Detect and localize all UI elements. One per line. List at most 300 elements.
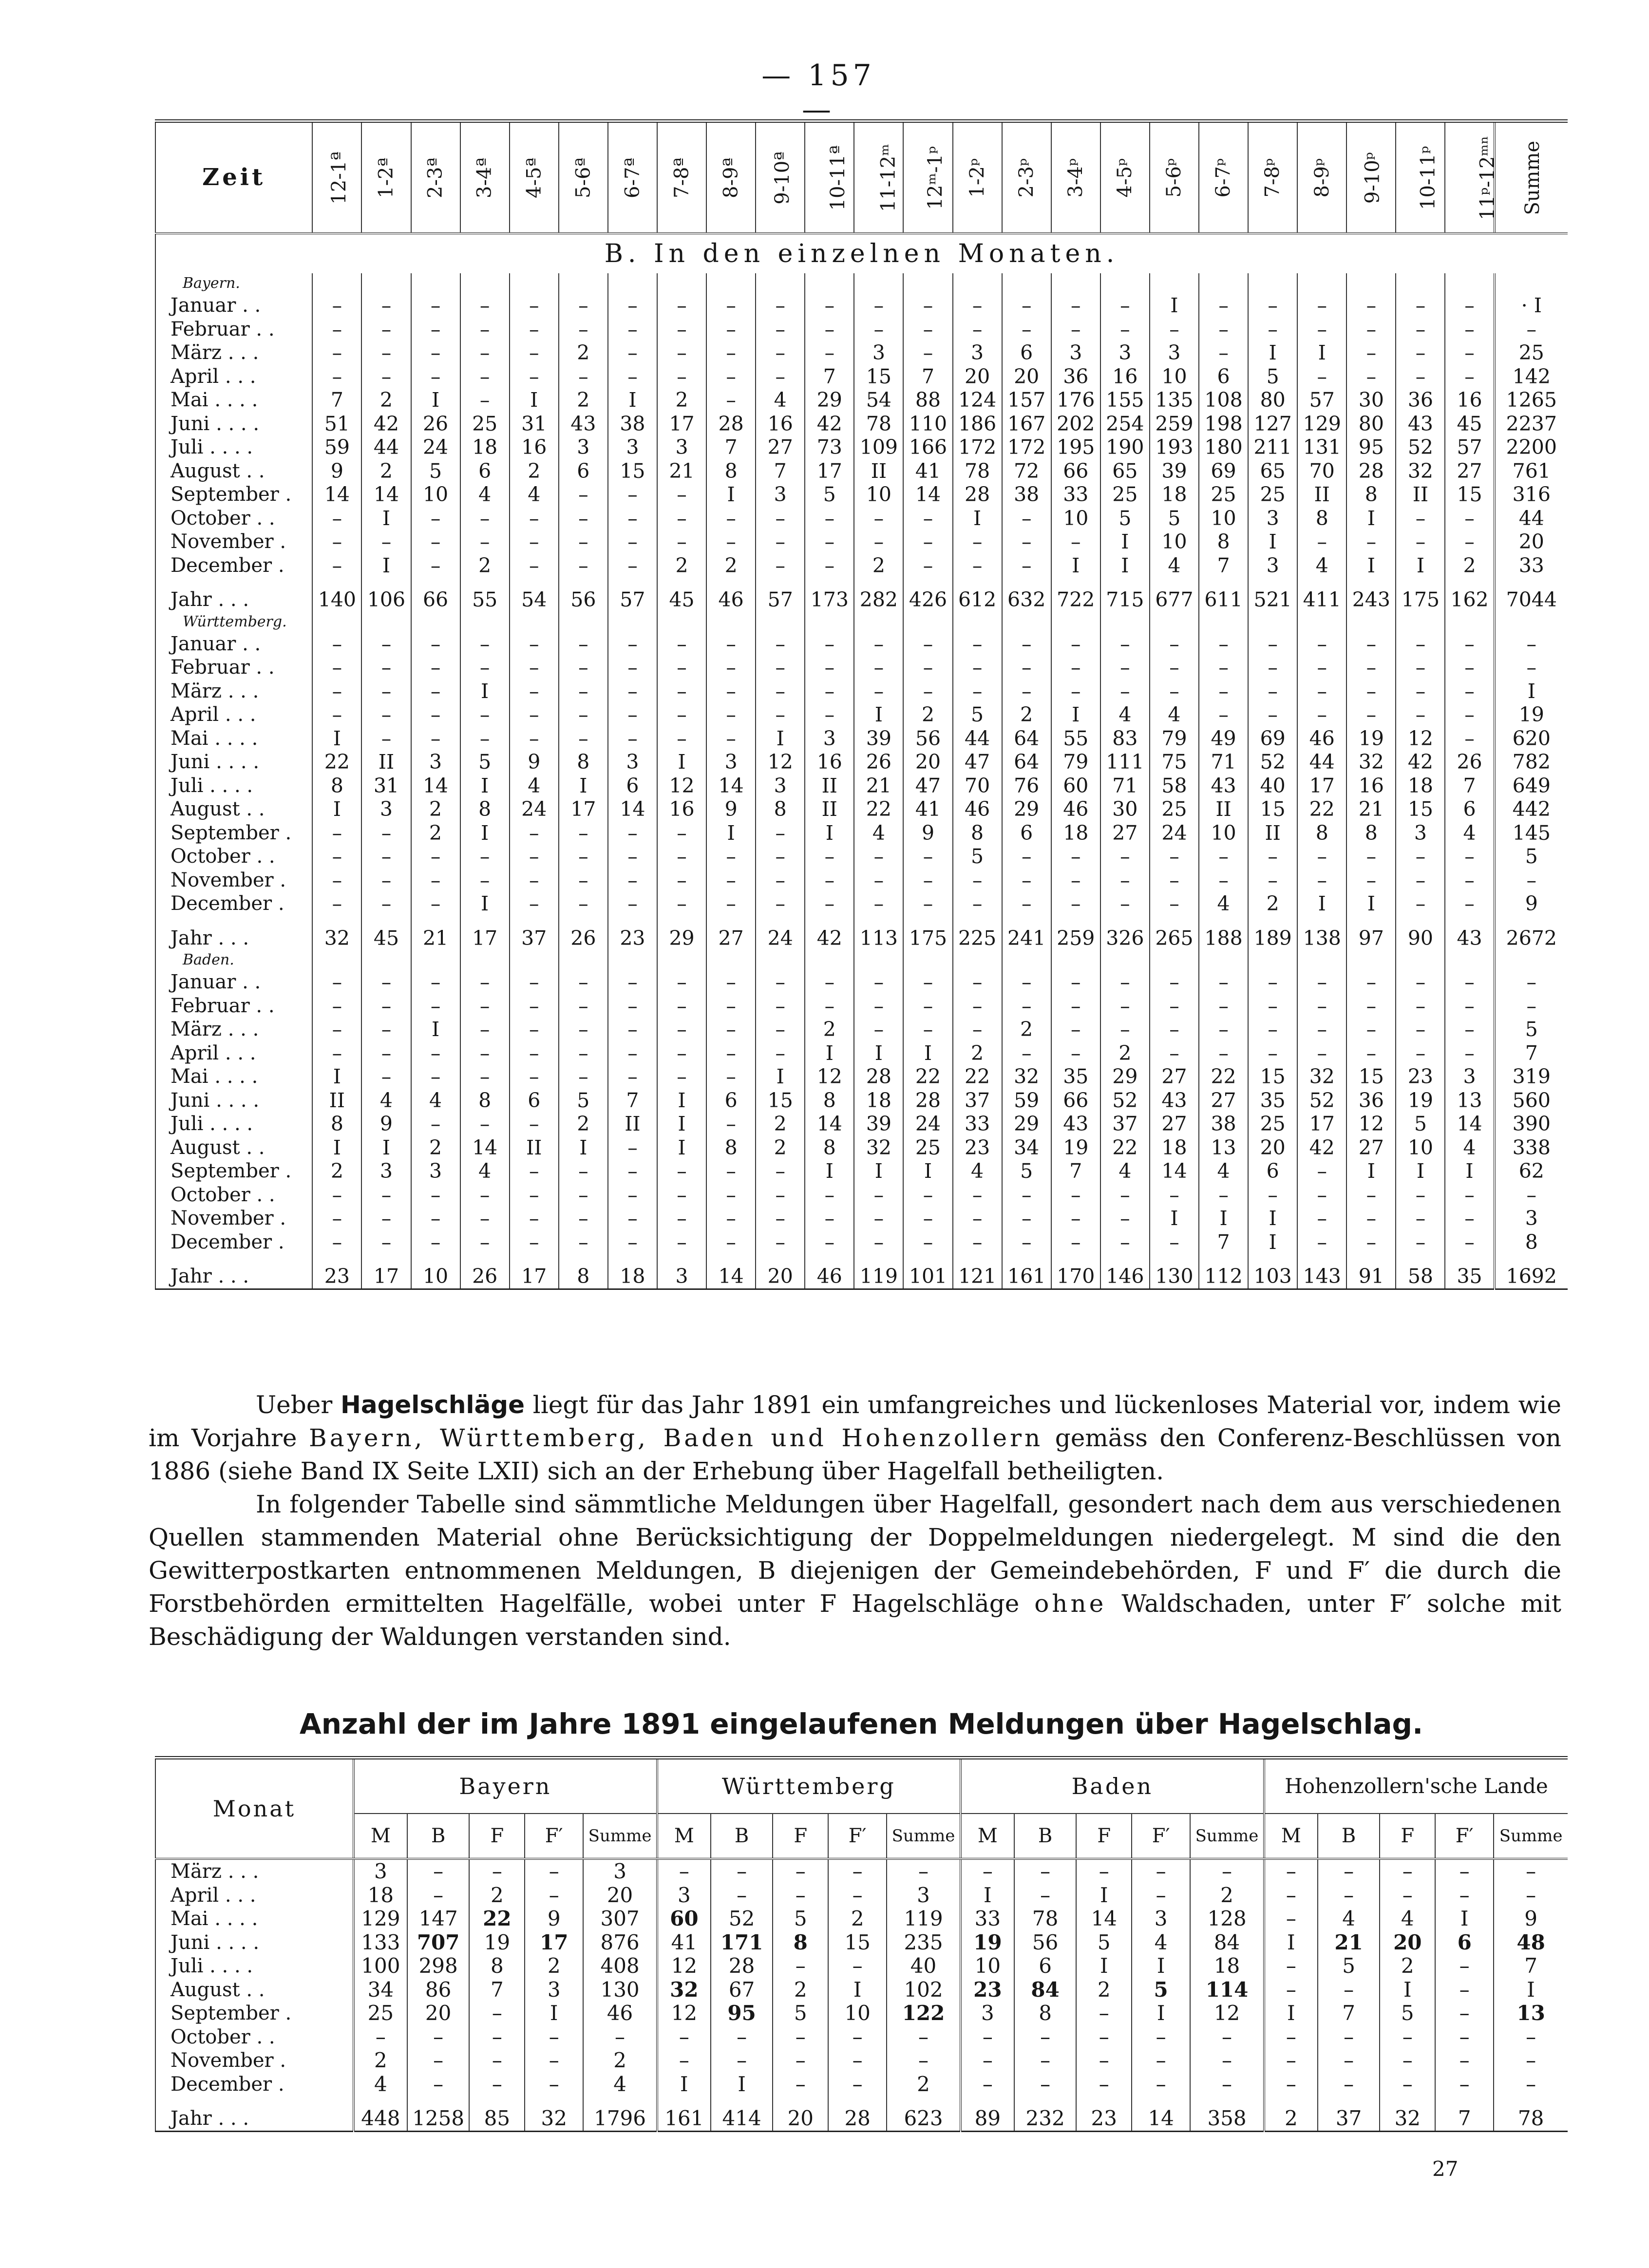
cell-value: – xyxy=(469,1859,525,1884)
cell-value: I xyxy=(1132,2002,1190,2025)
cell-value: I xyxy=(1132,1954,1190,1978)
cell-value: 56 xyxy=(559,588,608,612)
table-row xyxy=(155,797,1568,821)
cell-value: 649 xyxy=(1495,774,1568,798)
cell-value: – xyxy=(608,554,657,578)
cell-value: 25 xyxy=(1100,483,1150,507)
cell-value: – xyxy=(460,970,510,994)
cell-value: I xyxy=(1346,507,1396,530)
cell-value: – xyxy=(1199,1018,1248,1041)
cell-value: – xyxy=(805,318,854,341)
cell-value: 8 xyxy=(756,797,805,821)
cell-value: 32 xyxy=(657,1978,711,2002)
cell-value: – xyxy=(1199,869,1248,892)
subcol-header: F xyxy=(469,1814,525,1859)
cell-value: 43 xyxy=(1051,1112,1100,1136)
cell-value: 38 xyxy=(608,412,657,436)
cell-value: II xyxy=(805,797,854,821)
cell-value: 20 xyxy=(407,2002,470,2025)
cell-value: 15 xyxy=(608,459,657,483)
cell-value: 175 xyxy=(903,926,952,950)
cell-value: – xyxy=(407,2073,470,2097)
cell-value: – xyxy=(510,970,559,994)
cell-value: 2 xyxy=(361,459,411,483)
cell-value: 25 xyxy=(1248,483,1297,507)
cell-value: 2 xyxy=(361,388,411,412)
cell-value: – xyxy=(756,1159,805,1183)
cell-value: 20 xyxy=(953,365,1002,389)
cell-value: 8 xyxy=(469,1954,525,1978)
cell-value: – xyxy=(706,1230,756,1254)
cell-value: – xyxy=(1297,1041,1346,1065)
cell-value: 16 xyxy=(1445,388,1494,412)
cell-value: – xyxy=(657,821,706,845)
cell-value: – xyxy=(1264,1884,1318,1908)
cell-value: 202 xyxy=(1051,412,1100,436)
cell-value: – xyxy=(1002,970,1051,994)
cell-value: – xyxy=(1100,318,1150,341)
hour-header xyxy=(1495,121,1568,234)
cell-value: – xyxy=(460,656,510,680)
cell-value: 44 xyxy=(361,435,411,459)
cell-value: – xyxy=(510,318,559,341)
cell-value: 29 xyxy=(1002,1112,1051,1136)
cell-value: – xyxy=(1199,845,1248,869)
month-label: November . xyxy=(155,2049,354,2073)
cell-value: I xyxy=(805,1041,854,1065)
cell-value: 8 xyxy=(312,1112,361,1136)
cell-value: 782 xyxy=(1495,750,1568,774)
cell-value: 46 xyxy=(706,588,756,612)
cell-value: 8 xyxy=(953,821,1002,845)
cell-value: – xyxy=(657,727,706,751)
cell-value: 1265 xyxy=(1495,388,1568,412)
cell-value: – xyxy=(1297,1159,1346,1183)
cell-value: 8 xyxy=(1199,530,1248,554)
cell-value: 16 xyxy=(756,412,805,436)
cell-value: 78 xyxy=(1014,1907,1077,1931)
cell-value: – xyxy=(312,507,361,530)
cell-value: – xyxy=(469,2073,525,2097)
cell-value: 95 xyxy=(711,2002,773,2025)
cell-value: – xyxy=(1445,970,1494,994)
cell-value: 89 xyxy=(961,2107,1014,2131)
region-label: Württemberg. xyxy=(155,612,312,632)
cell-value: – xyxy=(460,318,510,341)
cell-value: 211 xyxy=(1248,435,1297,459)
cell-value: 8 xyxy=(1495,1230,1568,1254)
cell-value: – xyxy=(1445,365,1494,389)
cell-value: – xyxy=(1445,318,1494,341)
cell-value: 130 xyxy=(1150,1265,1199,1289)
cell-value: – xyxy=(1150,318,1199,341)
cell-value: – xyxy=(1150,1230,1199,1254)
cell-value: 25 xyxy=(1495,341,1568,365)
cell-value: 110 xyxy=(903,412,952,436)
cell-value: – xyxy=(953,1018,1002,1041)
cell-value: 37 xyxy=(953,1089,1002,1113)
cell-value: 3 xyxy=(583,1859,657,1884)
cell-value: 4 xyxy=(1132,1931,1190,1955)
cell-value: I xyxy=(1346,1159,1396,1183)
cell-value: 13 xyxy=(1199,1136,1248,1160)
cell-value: 5 xyxy=(805,483,854,507)
cell-value: – xyxy=(469,2002,525,2025)
cell-value: – xyxy=(608,483,657,507)
cell-value: 28 xyxy=(953,483,1002,507)
cell-value: I xyxy=(854,1159,903,1183)
cell-value: – xyxy=(411,994,460,1018)
cell-value: – xyxy=(411,365,460,389)
cell-value: 69 xyxy=(1199,459,1248,483)
cell-value: 32 xyxy=(525,2107,583,2131)
table-row xyxy=(155,2049,1568,2073)
cell-value: 5 xyxy=(1076,1931,1132,1955)
cell-value: I xyxy=(1264,1931,1318,1955)
table-row xyxy=(155,365,1568,389)
hour-label: 6-7ª xyxy=(621,157,644,198)
cell-value: – xyxy=(460,1041,510,1065)
cell-value: – xyxy=(608,656,657,680)
cell-value: 19 xyxy=(961,1931,1014,1955)
table-row xyxy=(155,318,1568,341)
cell-value: – xyxy=(961,2025,1014,2049)
cell-value: 15 xyxy=(1445,483,1494,507)
month-label: November . xyxy=(155,1207,312,1230)
cell-value: – xyxy=(510,294,559,318)
cell-value: – xyxy=(1051,530,1100,554)
cell-value: – xyxy=(608,632,657,656)
cell-value: 39 xyxy=(1150,459,1199,483)
cell-value: – xyxy=(903,632,952,656)
cell-value: 6 xyxy=(1199,365,1248,389)
cell-value: 32 xyxy=(1346,750,1396,774)
cell-value: 620 xyxy=(1495,727,1568,751)
subcol-header: F′ xyxy=(1132,1814,1190,1859)
cell-value: – xyxy=(1100,869,1150,892)
cell-value: 4 xyxy=(460,1159,510,1183)
cell-value: – xyxy=(510,845,559,869)
cell-value: 131 xyxy=(1297,435,1346,459)
cell-value: 2 xyxy=(469,1884,525,1908)
subcol-header: B xyxy=(1014,1814,1077,1859)
cell-value: – xyxy=(608,703,657,727)
cell-value: 25 xyxy=(460,412,510,436)
cell-value: 138 xyxy=(1297,926,1346,950)
cell-value: – xyxy=(1396,1183,1445,1207)
cell-value: 5 xyxy=(1100,507,1150,530)
cell-value: 80 xyxy=(1248,388,1297,412)
cell-value: – xyxy=(608,530,657,554)
cell-value: 75 xyxy=(1150,750,1199,774)
cell-value: – xyxy=(559,727,608,751)
cell-value: 26 xyxy=(1445,750,1494,774)
hour-header xyxy=(460,121,510,234)
cell-value: – xyxy=(608,1207,657,1230)
month-label: October . . xyxy=(155,507,312,530)
monat-header: Monat xyxy=(155,1758,354,1859)
cell-value: 173 xyxy=(805,588,854,612)
cell-value: – xyxy=(1297,365,1346,389)
cell-value: – xyxy=(1445,294,1494,318)
cell-value: 2 xyxy=(1100,1041,1150,1065)
cell-value: 8 xyxy=(1297,507,1346,530)
cell-value: – xyxy=(953,680,1002,703)
footer-mark: 27 xyxy=(1432,2157,1459,2181)
cell-value: – xyxy=(1150,892,1199,916)
cell-value: – xyxy=(773,2049,828,2073)
cell-value: – xyxy=(1150,970,1199,994)
cell-value: – xyxy=(510,1207,559,1230)
cell-value: 38 xyxy=(1199,1112,1248,1136)
cell-value: 18 xyxy=(1396,774,1445,798)
cell-value: 52 xyxy=(711,1907,773,1931)
cell-value: 2 xyxy=(756,1136,805,1160)
cell-value: – xyxy=(1100,656,1150,680)
cell-value: 2 xyxy=(953,1041,1002,1065)
cell-value: 106 xyxy=(361,588,411,612)
cell-value: – xyxy=(756,680,805,703)
cell-value: – xyxy=(1297,869,1346,892)
cell-value: 43 xyxy=(559,412,608,436)
cell-value: 32 xyxy=(1396,459,1445,483)
cell-value: – xyxy=(559,703,608,727)
cell-value: – xyxy=(953,656,1002,680)
cell-value: 46 xyxy=(583,2002,657,2025)
cell-value: – xyxy=(1132,2049,1190,2073)
cell-value: – xyxy=(756,1183,805,1207)
cell-value: 5 xyxy=(1150,507,1199,530)
cell-value: – xyxy=(1396,869,1445,892)
cell-value: – xyxy=(1132,2073,1190,2097)
cell-value: 79 xyxy=(1150,727,1199,751)
cell-value: 57 xyxy=(1445,435,1494,459)
cell-value: I xyxy=(1100,554,1150,578)
cell-value: – xyxy=(961,2049,1014,2073)
cell-value: 127 xyxy=(1248,412,1297,436)
cell-value: I xyxy=(1380,1978,1435,2002)
cell-value: – xyxy=(460,727,510,751)
cell-value: – xyxy=(1396,1018,1445,1041)
cell-value: – xyxy=(1297,1018,1346,1041)
cell-value: 157 xyxy=(1002,388,1051,412)
cell-value: 30 xyxy=(1100,797,1150,821)
cell-value: – xyxy=(312,530,361,554)
cell-value: – xyxy=(1346,365,1396,389)
cell-value: – xyxy=(411,727,460,751)
cell-value: – xyxy=(1264,1859,1318,1884)
cell-value: 20 xyxy=(583,1884,657,1908)
table-row xyxy=(155,1041,1568,1065)
cell-value: – xyxy=(1190,1859,1264,1884)
month-label: März . . . xyxy=(155,680,312,703)
cell-value: – xyxy=(1494,1859,1568,1884)
cell-value: 442 xyxy=(1495,797,1568,821)
cell-value: 15 xyxy=(828,1931,887,1955)
cell-value: – xyxy=(903,1018,952,1041)
cell-value: – xyxy=(559,483,608,507)
cell-value: 52 xyxy=(1248,750,1297,774)
subcol-header: M xyxy=(354,1814,407,1859)
p1-text-c: gemäss den Conferenz-Beschlüssen von 1886 (siehe Band IX Seite LXII) sich an der Erhebung über Hagelfall betheiligten. xyxy=(149,1424,1562,1485)
cell-value: 7 xyxy=(1318,2002,1380,2025)
cell-value: – xyxy=(1051,656,1100,680)
cell-value: 43 xyxy=(1199,774,1248,798)
cell-value: – xyxy=(711,1884,773,1908)
hour-header xyxy=(411,121,460,234)
cell-value: – xyxy=(1297,318,1346,341)
cell-value: 54 xyxy=(854,388,903,412)
cell-value: – xyxy=(510,554,559,578)
cell-value: – xyxy=(657,341,706,365)
cell-value: – xyxy=(411,632,460,656)
cell-value: 2 xyxy=(510,459,559,483)
cell-value: – xyxy=(1495,994,1568,1018)
cell-value: 2 xyxy=(1380,1954,1435,1978)
cell-value: – xyxy=(1002,1207,1051,1230)
cell-value: – xyxy=(887,1859,961,1884)
cell-value: 15 xyxy=(1248,797,1297,821)
cell-value: 6 xyxy=(1445,797,1494,821)
cell-value: 12 xyxy=(1396,727,1445,751)
cell-value: 40 xyxy=(1248,774,1297,798)
cell-value: – xyxy=(1346,680,1396,703)
hour-header xyxy=(1051,121,1100,234)
month-label: März . . . xyxy=(155,341,312,365)
cell-value: 26 xyxy=(460,1265,510,1289)
cell-value: 84 xyxy=(1014,1978,1077,2002)
cell-value: – xyxy=(1396,530,1445,554)
hour-header xyxy=(312,121,361,234)
cell-value: – xyxy=(756,530,805,554)
cell-value: 28 xyxy=(711,1954,773,1978)
cell-value: 33 xyxy=(961,1907,1014,1931)
cell-value: 8 xyxy=(1297,821,1346,845)
cell-value: 145 xyxy=(1495,821,1568,845)
cell-value: 4 xyxy=(1150,703,1199,727)
cell-value: 35 xyxy=(1445,1265,1494,1289)
cell-value: – xyxy=(510,1230,559,1254)
cell-value: – xyxy=(1396,656,1445,680)
cell-value: 42 xyxy=(805,926,854,950)
cell-value: I xyxy=(460,680,510,703)
subcol-header: Summe xyxy=(887,1814,961,1859)
hour-header xyxy=(1396,121,1445,234)
cell-value: 7 xyxy=(706,435,756,459)
cell-value: – xyxy=(1380,2073,1435,2097)
cell-value: 338 xyxy=(1495,1136,1568,1160)
cell-value: – xyxy=(608,341,657,365)
cell-value: 135 xyxy=(1150,388,1199,412)
cell-value: 15 xyxy=(1396,797,1445,821)
cell-value: 73 xyxy=(805,435,854,459)
cell-value: – xyxy=(361,341,411,365)
cell-value: 4 xyxy=(1318,1907,1380,1931)
cell-value: I xyxy=(805,821,854,845)
cell-value: – xyxy=(1445,530,1494,554)
cell-value: – xyxy=(361,365,411,389)
subcol-header: Summe xyxy=(1494,1814,1568,1859)
month-label: Juli . . . . xyxy=(155,1954,354,1978)
cell-value: 7 xyxy=(1494,1954,1568,1978)
cell-value: – xyxy=(510,1159,559,1183)
cell-value: 2 xyxy=(887,2073,961,2097)
cell-value: – xyxy=(1297,845,1346,869)
cell-value: 4 xyxy=(1380,1907,1435,1931)
cell-value: – xyxy=(1396,703,1445,727)
cell-value: – xyxy=(756,869,805,892)
cell-value: 28 xyxy=(1346,459,1396,483)
month-label: Jahr . . . xyxy=(155,1265,312,1289)
cell-value: 17 xyxy=(657,412,706,436)
hour-header xyxy=(805,121,854,234)
month-label: September . xyxy=(155,821,312,845)
cell-value: 18 xyxy=(1150,1136,1199,1160)
table-row xyxy=(155,459,1568,483)
cell-value: – xyxy=(411,1041,460,1065)
cell-value: – xyxy=(1494,1884,1568,1908)
cell-value: 10 xyxy=(1199,821,1248,845)
cell-value: – xyxy=(1051,318,1100,341)
cell-value: I xyxy=(953,507,1002,530)
hour-label: Summe xyxy=(1521,140,1544,215)
cell-value: 34 xyxy=(1002,1136,1051,1160)
cell-value: 8 xyxy=(805,1136,854,1160)
cell-value: – xyxy=(953,1183,1002,1207)
cell-value: – xyxy=(1297,994,1346,1018)
cell-value: 42 xyxy=(805,412,854,436)
cell-value: – xyxy=(559,970,608,994)
cell-value: – xyxy=(756,507,805,530)
cell-value: 147 xyxy=(407,1907,470,1931)
cell-value: – xyxy=(312,845,361,869)
table-row xyxy=(155,1112,1568,1136)
cell-value: 3 xyxy=(1248,507,1297,530)
cell-value: – xyxy=(1318,1859,1380,1884)
cell-value: 78 xyxy=(953,459,1002,483)
cell-value: 19 xyxy=(469,1931,525,1955)
cell-value: – xyxy=(1396,892,1445,916)
cell-value: – xyxy=(1435,2049,1494,2073)
cell-value: – xyxy=(460,365,510,389)
cell-value: – xyxy=(361,994,411,1018)
hour-header xyxy=(1445,121,1499,234)
month-label: Juni . . . . xyxy=(155,1089,312,1113)
group-header: Baden xyxy=(961,1758,1264,1814)
cell-value: – xyxy=(773,2025,828,2049)
cell-value: – xyxy=(1002,845,1051,869)
cell-value: 31 xyxy=(510,412,559,436)
cell-value: 12 xyxy=(1346,1112,1396,1136)
cell-value: – xyxy=(953,632,1002,656)
cell-value: – xyxy=(559,1207,608,1230)
cell-value: – xyxy=(953,892,1002,916)
cell-value: – xyxy=(1051,1207,1100,1230)
cell-value: 24 xyxy=(510,797,559,821)
cell-value: – xyxy=(903,970,952,994)
cell-value: 71 xyxy=(1100,774,1150,798)
cell-value: 27 xyxy=(1199,1089,1248,1113)
cell-value: 114 xyxy=(1190,1978,1264,2002)
cell-value: 2 xyxy=(559,341,608,365)
cell-value: – xyxy=(706,530,756,554)
section-title: B. In den einzelnen Monaten. xyxy=(155,233,1568,273)
cell-value: – xyxy=(559,1065,608,1089)
cell-value: – xyxy=(1297,530,1346,554)
cell-value: – xyxy=(608,318,657,341)
table-row xyxy=(155,1978,1568,2002)
cell-value: 65 xyxy=(1248,459,1297,483)
